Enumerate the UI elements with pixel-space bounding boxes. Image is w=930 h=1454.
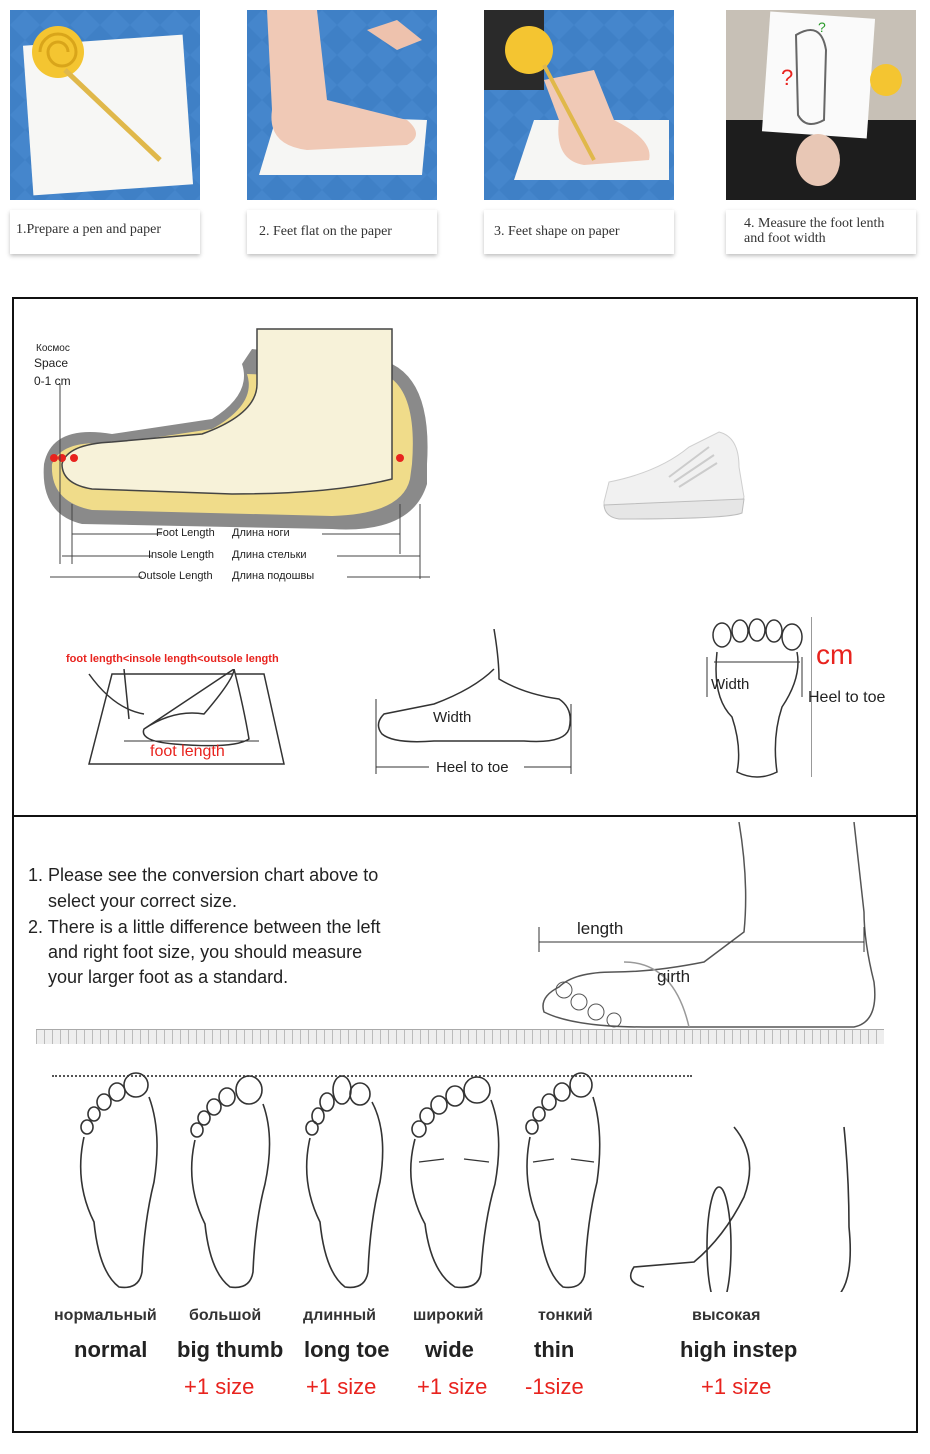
foot-length-label: foot length — [150, 743, 225, 760]
white-sneaker-image — [599, 427, 749, 522]
space-label-ru: Космос — [36, 343, 70, 354]
foot-type-en-thin: thin — [534, 1337, 575, 1362]
side-foot-diagram — [374, 629, 579, 779]
foot-type-en-high-instep: high instep — [680, 1337, 798, 1362]
cm-label: cm — [816, 639, 854, 670]
step-3-photo — [484, 10, 674, 200]
heel-to-toe-label-2: Heel to toe — [808, 689, 886, 706]
foot-length-ru: Длина ноги — [232, 527, 290, 539]
step-3-caption: 3. Feet shape on paper — [484, 210, 674, 254]
foot-type-ru-high-instep: высокая — [692, 1307, 761, 1324]
foot-type-ru-big-thumb: большой — [189, 1307, 262, 1324]
foot-type-outlines — [54, 1072, 904, 1292]
step-4-caption: 4. Measure the foot lenth and foot width — [726, 210, 916, 254]
step-4 — [726, 10, 916, 250]
note-line-2: select your correct size. — [48, 891, 238, 911]
pen-and-paper-image — [10, 10, 200, 200]
foot-length-en: Foot Length — [156, 527, 215, 539]
foot-types-panel — [12, 815, 918, 1433]
step-1-caption: 1.Prepare a pen and paper — [10, 210, 200, 254]
step-2-caption: 2. Feet flat on the paper — [247, 210, 437, 254]
measured-outline-image — [726, 10, 916, 200]
width-label-2: Width — [711, 676, 750, 693]
foot-type-en-normal: normal — [74, 1337, 148, 1362]
note-line-5: your larger foot as a standard. — [48, 967, 289, 987]
step-3 — [484, 10, 674, 250]
foot-type-ru-thin: тонкий — [538, 1307, 593, 1324]
ruler — [36, 1029, 884, 1044]
foot-on-paper-image — [247, 10, 437, 200]
foot-type-en-long-toe: long toe — [304, 1337, 390, 1362]
tracing-foot-image — [484, 10, 674, 200]
step-2-photo — [247, 10, 437, 200]
insole-length-ru: Длина стельки — [232, 549, 307, 561]
size-adj-high-instep: +1 size — [701, 1374, 772, 1399]
note-line-3: 2. There is a little difference between the left — [28, 917, 381, 937]
outsole-length-en: Outsole Length — [138, 570, 213, 582]
foot-normal — [81, 1073, 157, 1287]
foot-type-en-big-thumb: big thumb — [177, 1337, 284, 1362]
foot-type-en-wide: wide — [425, 1337, 474, 1362]
length-comparison-text: foot length<insole length<outsole length — [66, 653, 279, 665]
step-1 — [10, 10, 200, 250]
size-adj-wide: +1 size — [417, 1374, 488, 1399]
svg-text:?: ? — [781, 65, 794, 90]
measurement-panel — [12, 297, 918, 817]
foot-type-ru-long-toe: длинный — [303, 1307, 376, 1324]
note-line-1: 1. Please see the conversion chart above to — [28, 865, 379, 885]
sole-top-view-diagram — [702, 617, 812, 782]
heel-to-toe-label: Heel to toe — [436, 759, 509, 776]
width-label: Width — [433, 709, 472, 726]
step-2 — [247, 10, 437, 250]
size-adj-big-thumb: +1 size — [184, 1374, 255, 1399]
insole-length-en: Insole Length — [148, 549, 215, 561]
space-label-en: Space — [34, 356, 69, 370]
length-label: length — [577, 919, 624, 938]
size-adj-long-toe: +1 size — [306, 1374, 377, 1399]
note-line-4: and right foot size, you should measure — [48, 942, 363, 962]
outsole-length-ru: Длина подошвы — [232, 570, 315, 582]
svg-text:?: ? — [818, 19, 826, 35]
girth-label: girth — [657, 967, 691, 986]
size-adj-thin: -1size — [525, 1374, 584, 1399]
foot-type-ru-normal: нормальный — [54, 1307, 157, 1324]
foot-type-ru-wide: широкий — [413, 1307, 484, 1324]
step-1-photo — [10, 10, 200, 200]
space-value: 0-1 cm — [34, 374, 71, 388]
step-4-photo — [726, 10, 916, 200]
